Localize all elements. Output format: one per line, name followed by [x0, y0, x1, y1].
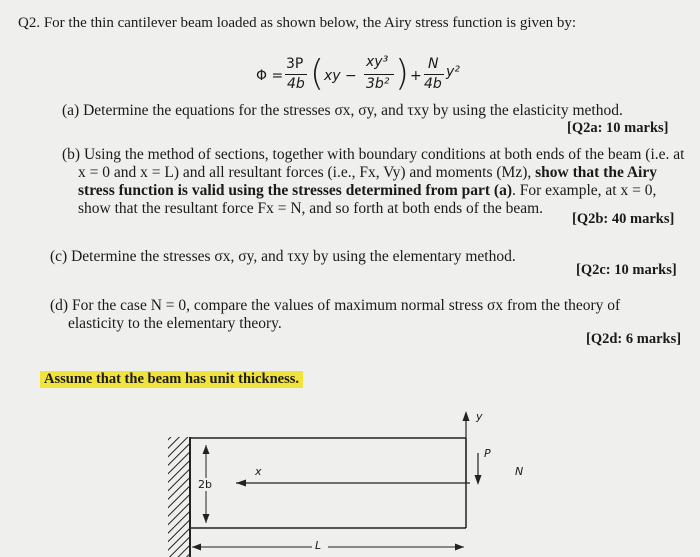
- part-d-line1: (d) For the case N = 0, compare the values of maximum normal stress σx from the theory of: [50, 297, 621, 314]
- formula-frac2-num: xy³: [366, 54, 389, 70]
- formula-plus: +: [410, 68, 422, 84]
- formula-frac2-den: 3b²: [366, 76, 390, 92]
- part-b-line3-bold: stress function is valid using the stresses determined from part (a): [78, 182, 512, 199]
- part-b-line1: (b) Using the method of sections, together with boundary conditions at both ends of the beam (i.e. at: [62, 146, 685, 163]
- label-2b: 2b: [198, 478, 212, 491]
- part-c-marks: [Q2c: 10 marks]: [576, 262, 677, 278]
- formula-frac3-den: 4b: [424, 76, 442, 92]
- formula-xy: xy −: [324, 68, 357, 84]
- part-c-text: (c) Determine the stresses σx, σy, and τxy by using the elementary method.: [50, 248, 516, 265]
- formula-frac1-num: 3P: [286, 56, 304, 72]
- formula-frac1-den: 4b: [287, 76, 305, 92]
- label-x: x: [255, 465, 262, 478]
- question-intro: Q2. For the thin cantilever beam loaded as shown below, the Airy stress function is given by:: [18, 15, 577, 31]
- part-b-marks: [Q2b: 40 marks]: [572, 211, 675, 227]
- part-b-line2-pre: x = 0 and x = L) and all resultant forces (i.e., Fx, Vy) and moments (Mz),: [78, 164, 536, 181]
- part-b-line3-post: . For example, at x = 0,: [512, 182, 657, 199]
- label-l: L: [315, 539, 322, 552]
- formula-y2: y²: [446, 64, 460, 80]
- assumption-highlight: Assume that the beam has unit thickness.: [40, 371, 303, 388]
- part-d-marks: [Q2d: 6 marks]: [586, 331, 682, 347]
- part-a-marks: [Q2a: 10 marks]: [567, 120, 669, 136]
- part-b-line3: [78, 182, 656, 200]
- question-page: Q2. For the thin cantilever beam loaded as shown below, the Airy stress function is given by: Φ = 3P 4b ( xy − xy³ 3b² ) + N 4b y² (a) Determine the equations for the stresses σx, σy, and τxy by using the elasticity method. [Q2a: 10 marks] (b) Using the method of sections, together with boundary conditions at both ends of the beam (i.e. at x = 0 and x = L) and all resultant forces (i.e., Fx, Vy) and moments (Mz), show that the Airy stress function is valid using the stresses determined from part (a). For example, at x = 0, show that the resultant force Fx = N, and so forth at both ends of the beam. [Q2b: 40 marks] (c) Determine the stresses σx, σy, and τxy by using the elementary method. [Q2c: 10 marks] (d) For the case N = 0, compare the values of maximum normal stress σx from the theory of elasticity to the elementary theory. [Q2d: 6 marks] Assume that the beam has unit thickness. y x P N 2b L: [0, 0, 700, 557]
- label-p: P: [484, 447, 491, 460]
- part-d-line2: elasticity to the elementary theory.: [68, 315, 282, 332]
- part-b-line4: show that the resultant force Fx = N, and so forth at both ends of the beam.: [78, 200, 544, 217]
- formula-frac3-num: N: [428, 56, 439, 72]
- part-b-line2-bold: show that the Airy: [535, 164, 657, 181]
- fixed-wall-support: [168, 437, 190, 557]
- part-b-line2: [78, 164, 657, 182]
- label-y: y: [476, 410, 483, 423]
- part-a-text: (a) Determine the equations for the stresses σx, σy, and τxy by using the elasticity method.: [62, 102, 623, 119]
- label-n: N: [515, 465, 524, 478]
- beam-figure: [0, 395, 700, 557]
- formula-lhs: Φ =: [256, 68, 284, 84]
